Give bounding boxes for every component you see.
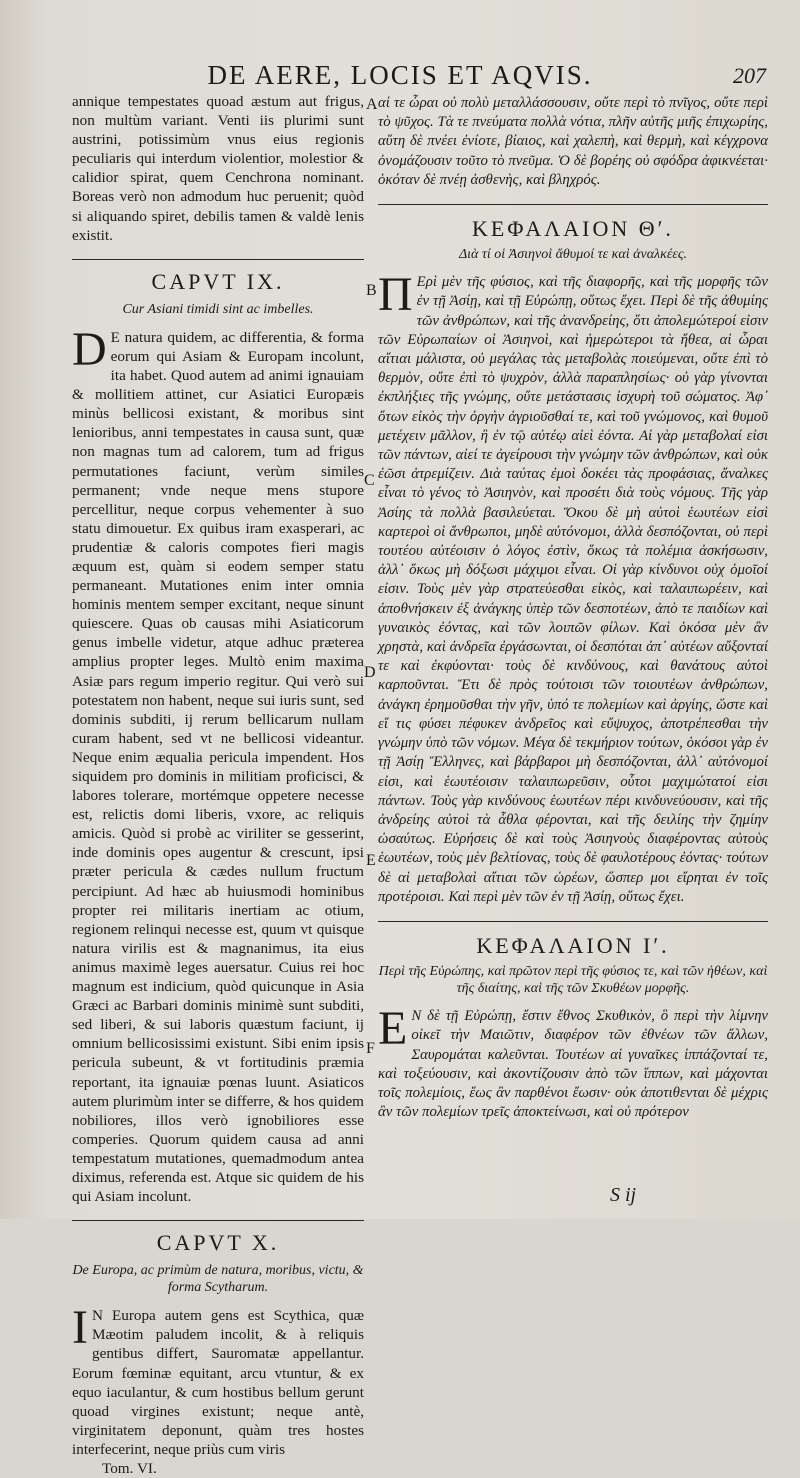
greek-chapter10-title: ΚΕΦΑΛΑΙΟΝ Ιʹ. xyxy=(476,932,670,958)
latin-chapter10-title: CAPVT X. xyxy=(156,1230,280,1256)
running-title: DE AERE, LOCIS ET AQVIS. xyxy=(207,60,593,90)
greek-chapter10-subtitle: Περὶ τῆς Εὐρώπης, καὶ πρῶτον περὶ τῆς φύσιος τε, καὶ τῶν ἠθέων, καὶ τῆς διαίτης, καὶ τῆς τῶν Σκυθέων μορφῆς. xyxy=(378,964,768,997)
latin-column xyxy=(72,92,364,1478)
margin-letter-b: B xyxy=(366,282,377,299)
chapter-divider xyxy=(378,921,768,922)
latin-chapter9-text: E natura quidem, ac differentia, & forma eorum qui Asiam & Europam incolunt, ita habet. Quod autem ad animi ignauiam & mollitiem attinet, cur Asiatici Europæis minùs bellicosi existant, & moribus sint lenioribus, anni tempestates in causa sunt, quæ non magnas tum ad calorem, tum ad frigus permutationes faciunt, verùm similes permanent; vnde neque mens stupore percellitur, neque corpus vehementer à suo statu dimouetur. Ex quibus iram exasperari, ac prudentiæ & caloris compotes fieri magis æquum est, quàm si eodem semper statu permaneant. Mutationes enim inter omnia hominis mentem semper excitant, neque sinunt quiescere. Quas ob causas mihi Asiaticorum genus imbelle videtur, atque adhuc præterea amplius propter leges. Multò enim maxima Asiæ pars regum imperio regitur. Qui verò sui potestatem non habent, neque sui iuris sunt, sed dominis subditi, ij rerum bellicarum nullam curam habent, sed vt ne bellicosi videantur. Neque enim æqualia pericula impendent. Hos siquidem pro dominis in militiam proficisci, & labores tolerare, mortémque oppetere necesse est, relictis domi liberis, vxore, ac reliquis amicis. Quòd si probè ac viriliter se gesserint, inde dominis opes augentur & crescunt, ipsi præter pericula & cædes nullum fructum percipiunt. Ad hæc ab huiusmodi hominibus propter rei militaris inertiam ac otium, regionem relinqui necesse est, quum vt quisque natura virilis est & magnanimus, ita eius animus maximè leges auersatur. Cuius rei hoc magnum est indicium, quòd quicunque in Asia Græci ac Barbari dominis minimè sunt subditi, sed liberi, & sui laboris quæstum faciunt, ij omnium bellicosissimi existunt. Sibi enim ipsis pericula subeunt, & vt fortitudinis præmia reportant, ita ignauiæ pœnas luunt. Asiaticos autem plurimùm inter se differre, & hos quidem nobiliores, illos verò ignobiliores esse comperies. Quorum quidem causa ad anni tempestatum mutationes, quemadmodum antea diximus, referenda est. Atque sic quidem de his qui Asiam incolunt. xyxy=(72,328,364,1206)
greek-chapter9-paragraph xyxy=(378,268,768,907)
margin-letter-c: C xyxy=(364,472,375,489)
latin-chapter10-text: N Europa autem gens est Scythica, quæ Mæotim paludem incolit, & à reliquis gentibus differt, Sauromatæ appellantur. Eorum fœminæ equitant, arcu vtuntur, & ex equo iaculantur, & cum hostibus bellum gerunt quoad virgines existunt; neque antè, virginitatem deponunt, quàm tres hostes interfecerint, neque priùs cum viris xyxy=(72,1307,364,1458)
greek-column xyxy=(378,94,768,1122)
margin-letter-d: D xyxy=(364,664,376,681)
volume-marker: Tom. VI. xyxy=(102,1460,157,1477)
latin-chapter9-subtitle: Cur Asiani timidi sint ac imbelles. xyxy=(122,301,314,317)
latin-chapter10-dropcap: I xyxy=(72,1301,88,1355)
latin-chapter10-paragraph xyxy=(72,1301,364,1459)
signature-mark: S ij xyxy=(610,1184,637,1206)
chapter-divider xyxy=(72,259,364,260)
margin-letter-a: A xyxy=(366,96,378,113)
latin-chapter9-paragraph xyxy=(72,322,364,1206)
greek-chapter9-text: Ερὶ μὲν τῆς φύσιος, καὶ τῆς διαφορῆς, καὶ τῆς μορφῆς τῶν ἐν τῇ Ἀσίῃ, καὶ τῇ Εὐρώπῃ, οὕτως ἔχει. Περὶ δὲ τῆς ἀθυμίης τῶν ἀνθρώπων, καὶ τῆς ἀνανδρείης, ὅτι ἀπολεμώτεροί εἰσιν τῶν Εὐρωπαίων οἱ Ἀσιηνοὶ, καὶ ἡμερώτεροι τὰ ἤθεα, αἱ ὧραι αἴτιαι μάλιστα, οὐ μεγάλας τὰς μεταβολὰς ποιεύμεναι, οὔτε ἐπὶ τὸ θερμὸν, οὔτε ἐπὶ τὸ ψυχρὸν, ἀλλὰ παραπλησίως· οὐ γὰρ γίνονται ἐκπλήξιες τῆς γνώμης, οὔτε μετάστασις ἰσχυρὴ τοῦ σώματος. Ἀφ᾽ ὅτων εἰκὸς τὴν ὀργὴν ἀγριοῦσθαί τε, καὶ τοῦ γνώμονος, καὶ θυμοῦ μετέχειν μᾶλλον, ἢ ἐν τῷ αὐτέῳ αἰεὶ ἐόντα. Αἱ γὰρ μεταβολαί εἰσι τῶν πάντων, αἰεί τε ἀγείρουσι τὴν γνώμην τῶν ἀνθρώπων, καὶ οὐκ ἐῶσι ἀτρεμίζειν. Διὰ ταύτας ἐμοὶ δοκέει τὰς προφάσιας, ἄναλκες εἶναι τὸ γένος τὸ Ἀσιηνὸν, καὶ προσέτι διὰ τοὺς νόμους. Τῆς γὰρ Ἀσίης τὰ πολλὰ βασιλεύεται. Ὅκου δὲ μὴ αὐτοὶ ἑωυτέων εἰσὶ καρτεροὶ οἱ ἄνθρωποι, μηδὲ αὐτόνομοι, ἀλλὰ δεσπόζονται, οὐ περὶ τουτέου αὐτέοισιν ὁ λόγος ἐστὶν, ὅκως τὰ πολέμια ἀσκήσωσιν, ἀλλ᾽ ὅκως μὴ δόξωσι μάχιμοι εἶναι. Οἱ γὰρ κίνδυνοι οὐχ ὁμοῖοί εἰσιν. Τοὺς μὲν γὰρ στρατεύεσθαι εἰκὸς, καὶ ταλαιπωρέειν, καὶ ἀποθνήσκειν ἐξ ἀνάγκης ὑπὲρ τῶν δεσποτέων, ἀπὸ τε παιδίων καὶ γυναικὸς ἐόντας, καὶ τῶν λοιπῶν φίλων. Καὶ ὁκόσα μὲν ἂν χρηστὰ, καὶ ἀνδρεῖα ἐργάσωνται, οἱ δεσπόται ἀπ᾽ αὐτέων αὔξονταί τε καὶ ἐκφύονται· τοὺς δὲ κινδύνους, καὶ θανάτους αὐτοὶ καρποῦνται. Ἔτι δὲ πρὸς τούτοισι τῶν τοιουτέων ἀνθρώπων, ἀνάγκη ἐρημοῦσθαι τὴν γῆν, ὑπό τε πολεμίων καὶ ἀργίης, ὥστε καὶ εἴ τις φύσει πέφυκεν ἀνδρεῖος καὶ εὔψυχος, ἀποτρέπεσθαι τὴν γνώμην ὑπὸ τῶν νόμων. Μέγα δὲ τεκμήριον τούτων, ὁκόσοι γὰρ ἐν τῇ Ἀσίῃ Ἕλληνες, καὶ βάρβαροι μὴ δεσπόζονται, ἀλλ᾽ αὐτόνομοί εἰσι, καὶ ἑωυτέοισιν ταλαιπωρεῦσιν, οὗτοι μαχιμώτατοί εἰσι πάντων. Τοὺς γὰρ κινδύνους ἑωυτέων πέρι κινδυνεύουσιν, καὶ τῆς ἀνδρείης αὐτοὶ τὰ ἆθλα φέρονται, καὶ τῆς δειλίης τὴν ζημίην ὡσαύτως. Εὑρήσεις δὲ καὶ τοὺς Ἀσιηνοὺς διαφέροντας αὐτοὺς ἑωυτέων, τοὺς μὲν βελτίονας, τοὺς δὲ φαυλοτέρους ἐόντας· τούτων δὲ αἱ μεταβολαὶ αἴτιαι τῶν ὡρέων, ὥσπερ μοι εἴρηται ἐν τοῖς προτέροισι. Καὶ περὶ μὲν τῶν ἐν τῇ Ἀσίῃ, οὕτως ἔχει. xyxy=(378,274,768,905)
latin-chapter10-subtitle: De Europa, ac primùm de natura, moribus, victu, & forma Scytharum. xyxy=(72,1263,364,1296)
page-number: 207 xyxy=(733,63,766,88)
chapter-divider xyxy=(72,1220,364,1221)
greek-intro-paragraph: αἱ τε ὧραι οὐ πολὺ μεταλλάσσουσιν, οὔτε περὶ τὸ πνῖγος, οὔτε περὶ τὸ ψῦχος. Τὰ τε πνεύματα πολλὰ νότια, πλῆν αὐτῆς μιῆς ἐπιχωρίης, αὕτη δὲ πνέει ἐνίοτε, βίαιος, καὶ χαλεπὴ, καὶ θερμὴ, καὶ κέγχρονα ὀνομάζουσιν τοῦτο τὸ πνεῦμα. Ὁ δὲ βορέης οὐ σφόδρα ἀφικνέεται· ὁκόταν δὲ πνέῃ ἀσθενὴς, καὶ βληχρός. xyxy=(378,95,768,188)
greek-chapter9-dropcap: Π xyxy=(378,268,413,322)
greek-chapter10-dropcap: Ε xyxy=(378,1002,408,1056)
latin-chapter9-dropcap: D xyxy=(72,322,107,376)
chapter-divider xyxy=(378,204,768,205)
margin-letter-e: E xyxy=(366,852,376,869)
greek-chapter9-title: ΚΕΦΑΛΑΙΟΝ Θʹ. xyxy=(472,216,674,242)
latin-intro-paragraph: annique tempestates quoad æstum aut frigus, non multùm variant. Venti iis plurimi sunt austrini, potissimùm vnus eius regionis peculiaris qui interdum violentior, molestior & calidior spirat, quem Cenchrona nominant. Boreas verò non admodum huc peruenit; quòd si aliquando spiret, debilis tamen & valdè lenis existit. xyxy=(72,93,364,244)
margin-letter-f: F xyxy=(366,1040,375,1057)
latin-chapter9-title: CAPVT IX. xyxy=(151,268,285,294)
greek-chapter10-paragraph xyxy=(378,1002,768,1122)
greek-chapter9-subtitle: Διὰ τί οἱ Ἀσιηνοὶ ἄθυμοί τε καὶ ἀναλκέες. xyxy=(458,247,688,263)
greek-chapter10-text: Ν δὲ τῇ Εὐρώπῃ, ἔστιν ἔθνος Σκυθικὸν, ὃ περὶ τὴν λίμνην οἰκεῖ τὴν Μαιῶτιν, διαφέρον τῶν ἐθνέων τῶν ἄλλων, Σαυρομάται καλεῦνται. Τουτέων αἱ γυναῖκες ἱππάζονταί τε, καὶ τοξεύουσιν, καὶ ἀκοντίζουσιν ἀπὸ τῶν ἵππων, καὶ μάχονται τοῖς πολεμίοις, ἕως ἂν παρθένοι ἔωσιν· οὐκ ἀποτιθενται δὲ μέχρις ἂν τῶν πολεμίων τρεῖς ἀποκτείνωσι, καὶ οὐ πρότερον xyxy=(378,1008,768,1121)
